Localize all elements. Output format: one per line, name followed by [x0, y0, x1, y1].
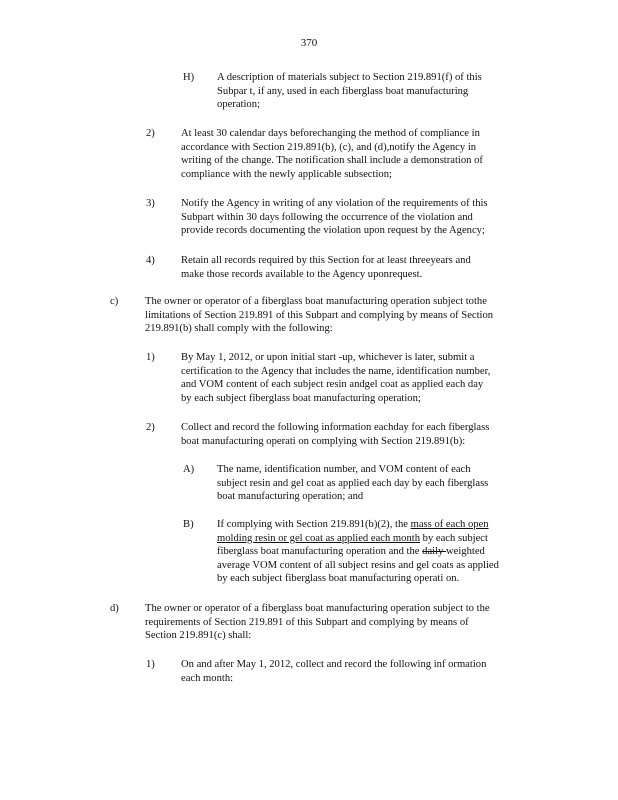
- text-line: The owner or operator of a fiberglass boat manufacturing operation subject to the: [145, 603, 490, 614]
- text-line: average VOM content of all subject resins and gel coats as applied: [217, 559, 499, 571]
- text-line: boat manufacturing operati on complying with Section 219.891(b):: [181, 435, 466, 447]
- text-line: boat manufacturing operation; and: [217, 491, 364, 503]
- item-label: 3): [146, 198, 155, 209]
- text-line: On and after May 1, 2012, collect and record the following inf ormation: [181, 659, 487, 670]
- text-line: requirements of Section 219.891 of this Subpart and complying by means of: [145, 616, 469, 628]
- item-label: A): [183, 464, 195, 475]
- text-line: by each subject fiberglass boat manufacturing operation;: [181, 392, 421, 404]
- item-text: [181, 127, 526, 181]
- text-line: [217, 545, 532, 559]
- item-label: B): [183, 519, 194, 530]
- text-line: Subpar t, if any, used in each fiberglass boat manufacturing: [217, 85, 469, 97]
- text-line: and VOM content of each subject resin andgel coat as applied each day: [181, 379, 484, 391]
- text-line: make those records available to the Agency uponrequest.: [181, 268, 423, 280]
- text-line: The name, identification number, and VOM content of each: [217, 464, 471, 475]
- text-segment: weighted: [445, 546, 485, 558]
- item-label: 2): [146, 128, 155, 139]
- amended-text: molding resin or gel coat as applied each month: [217, 532, 420, 544]
- text-line: Retain all records required by this Section for at least threeyears and: [181, 255, 471, 266]
- text-line: Collect and record the following information eachday for each fiberglass: [181, 422, 490, 433]
- text-line: Section 219.891(c) shall:: [145, 630, 252, 642]
- text-line: [217, 532, 532, 546]
- item-label: 2): [146, 422, 155, 433]
- text-line: each month:: [181, 672, 234, 684]
- text-line: 219.891(b) shall comply with the following:: [145, 323, 333, 335]
- item-text: [181, 254, 526, 281]
- item-label: 1): [146, 659, 155, 670]
- text-line: limitations of Section 219.891 of this Subpart and complying by means of Section: [145, 309, 494, 321]
- text-line: compliance with the newly applicable subsection;: [181, 168, 392, 180]
- text-line: [217, 518, 532, 532]
- item-text: [181, 197, 526, 238]
- item-text: [181, 421, 526, 448]
- item-text: [145, 295, 535, 336]
- text-line: Subpart within 30 days following the occurrence of the violation and: [181, 211, 473, 223]
- text-line: The owner or operator of a fiberglass boat manufacturing operation subject tothe: [145, 296, 487, 307]
- text-line: operation;: [217, 99, 260, 111]
- text-line: by each subject fiberglass boat manufacturing operati on.: [217, 573, 460, 585]
- text-line: accordance with Section 219.891(b), (c), and (d),notify the Agency in: [181, 141, 477, 153]
- item-text: [217, 463, 517, 504]
- item-label: 1): [146, 352, 155, 363]
- text-line: subject resin and gel coat as applied each day by each fiberglass: [217, 477, 489, 489]
- text-segment: fiberglass boat manufacturing operation and the: [217, 546, 423, 558]
- item-text: [145, 602, 535, 643]
- text-segment: by each subject: [420, 532, 488, 544]
- text-line: A description of materials subject to Section 219.891(f) of this: [217, 72, 482, 83]
- struck-text: daily: [422, 546, 446, 558]
- text-segment: If complying with Section 219.891(b)(2), the: [217, 519, 411, 530]
- item-label: 4): [146, 255, 155, 266]
- item-label: H): [183, 72, 195, 83]
- amended-text: mass of each open: [410, 519, 489, 530]
- item-text: [217, 518, 532, 586]
- text-line: Notify the Agency in writing of any violation of the requirements of this: [181, 198, 488, 209]
- text-line: By May 1, 2012, or upon initial start -up, whichever is later, submit a: [181, 352, 475, 363]
- item-label: c): [110, 296, 119, 307]
- item-label: d): [110, 603, 119, 614]
- item-text: [181, 658, 526, 685]
- item-text: [181, 351, 526, 405]
- text-line: certification to the Agency that includes the name, identification number,: [181, 365, 491, 377]
- text-line: provide records documenting the violation upon request by the Agency;: [181, 225, 485, 237]
- text-line: writing of the change. The notification shall include a demonstration of: [181, 155, 483, 167]
- text-line: At least 30 calendar days beforechanging the method of compliance in: [181, 128, 480, 139]
- page-number: 370: [300, 37, 318, 49]
- item-text: [217, 71, 517, 112]
